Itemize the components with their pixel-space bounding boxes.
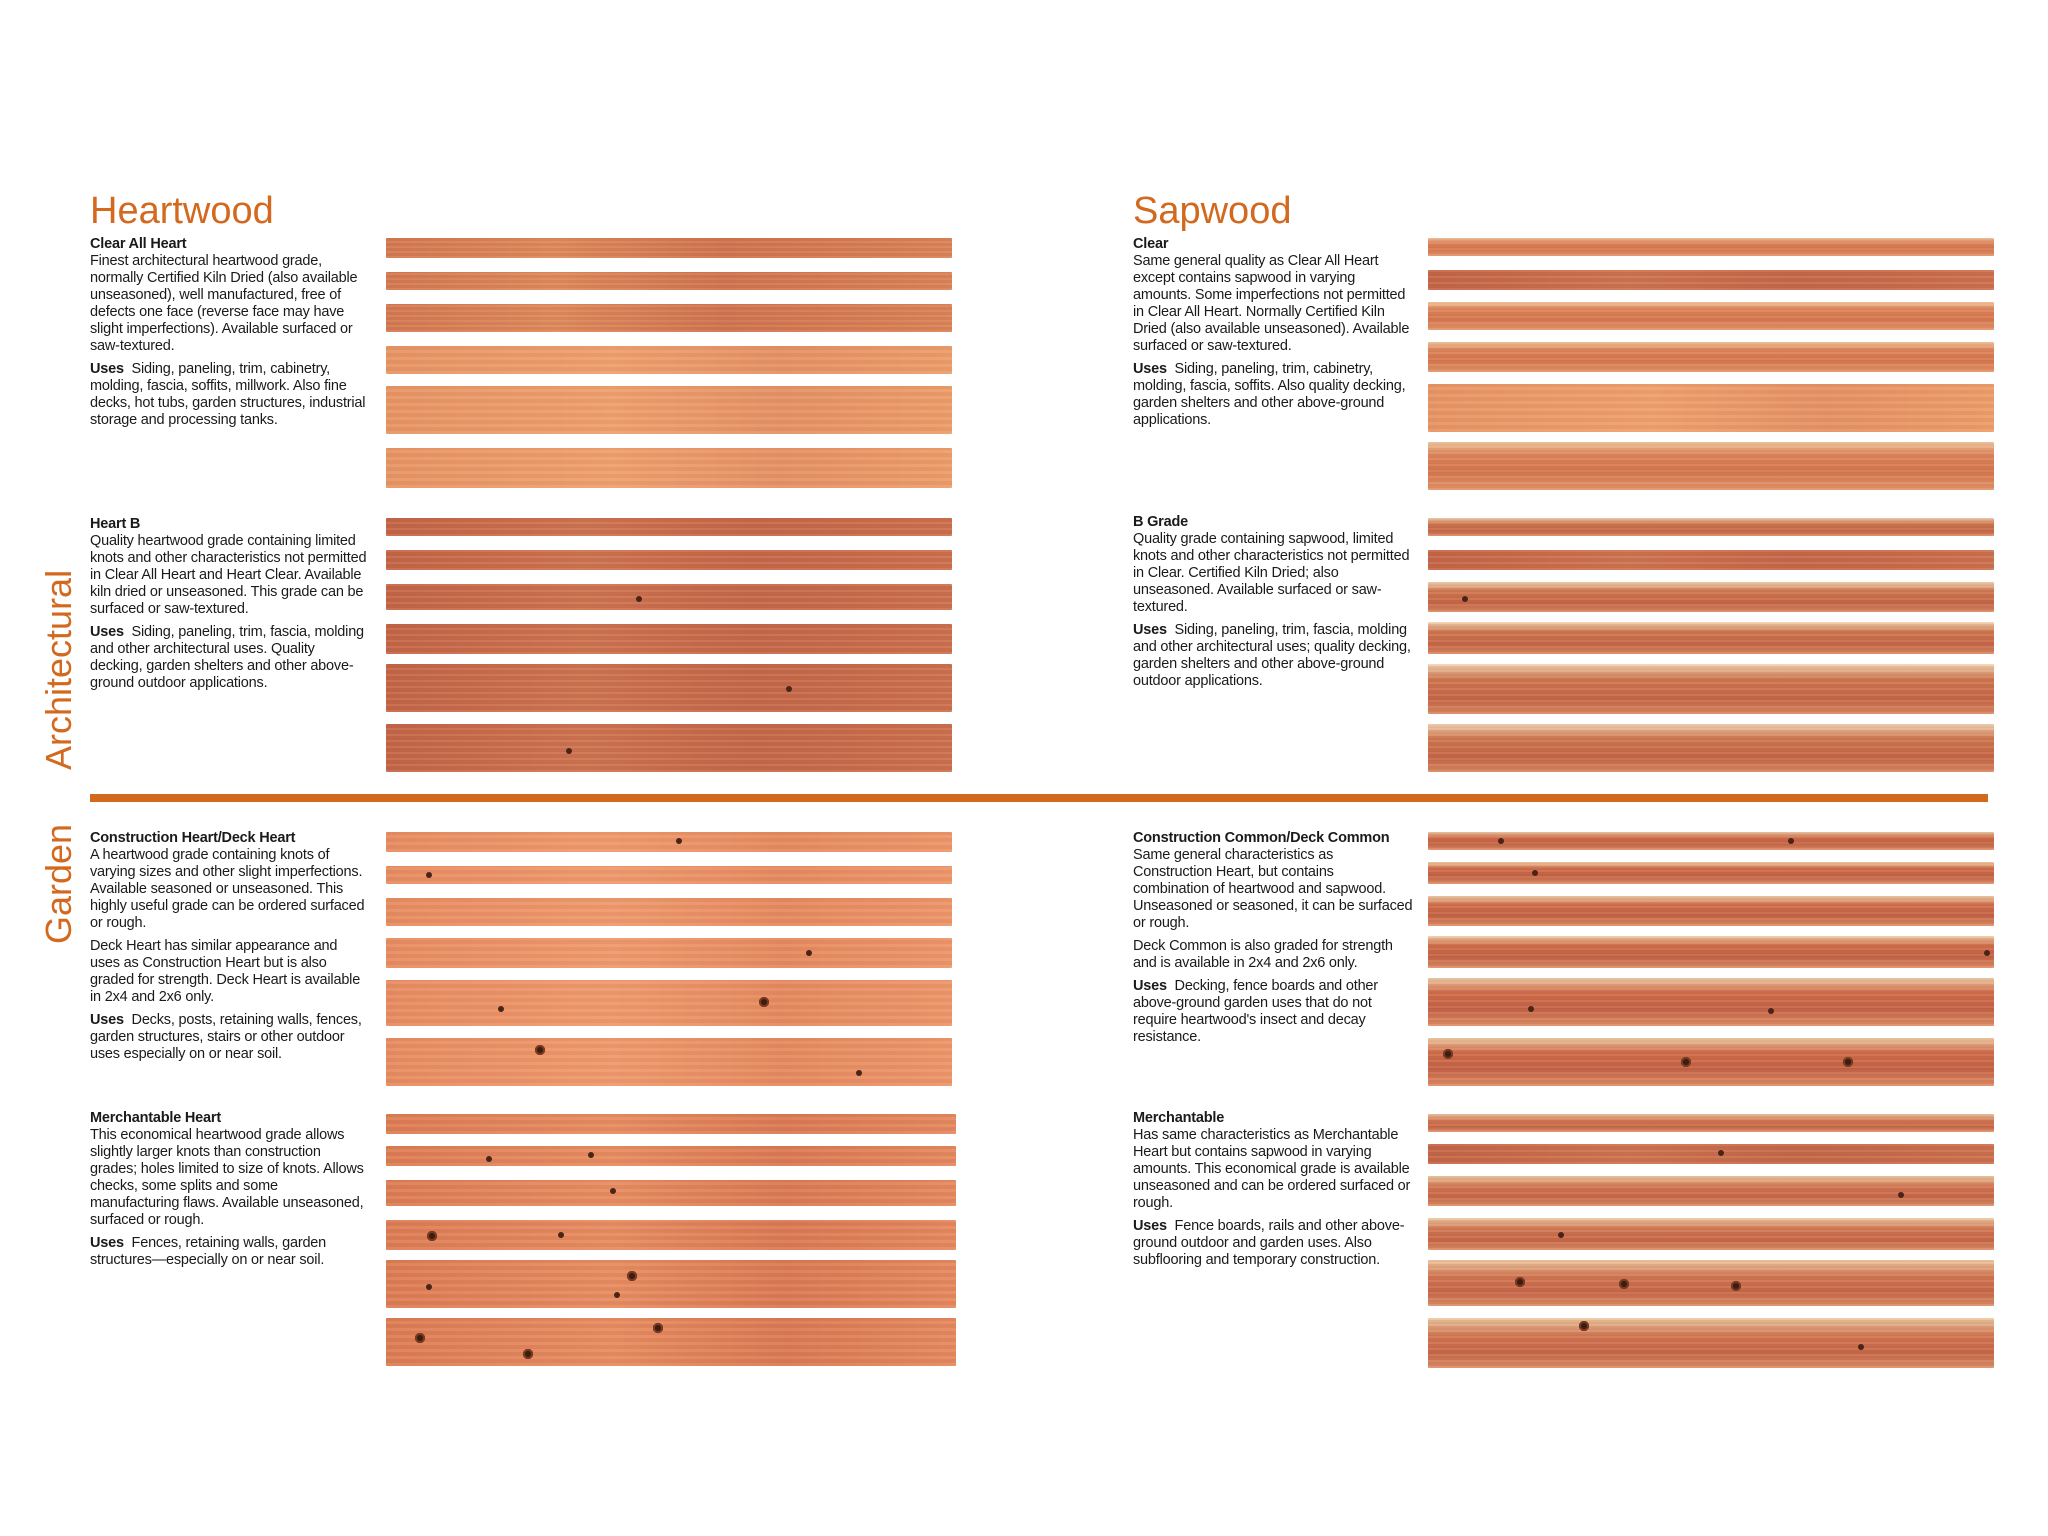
board-sample <box>386 584 952 610</box>
board-sample <box>1428 582 1994 612</box>
knot-mark <box>1462 596 1468 602</box>
board-sample <box>386 304 952 332</box>
boards-heart-b <box>386 518 952 772</box>
grade-merchantable <box>1133 1110 1413 1275</box>
knot-mark <box>1788 838 1794 844</box>
grade-construction-common <box>1133 830 1413 1052</box>
knot-mark <box>1984 950 1990 956</box>
board-sample <box>386 1146 956 1166</box>
board-sample <box>386 1180 956 1206</box>
board-sample <box>1428 832 1994 850</box>
uses-label: Uses <box>1133 978 1167 994</box>
knot-mark <box>1528 1006 1534 1012</box>
knot-mark <box>1578 1320 1590 1332</box>
board-sample <box>1428 664 1994 714</box>
board-sample <box>1428 1114 1994 1132</box>
uses-text: Siding, paneling, trim, fascia, molding and other architectural uses. Quality decking, garden shelters and other above-ground outdoor applications. <box>90 624 364 691</box>
boards-clear-all-heart <box>386 238 952 490</box>
grade-uses <box>90 624 370 692</box>
grade-name: Construction Heart/Deck Heart <box>90 830 296 846</box>
board-sample <box>386 1318 956 1366</box>
board-sample <box>386 550 952 570</box>
grade-description: Quality grade containing sapwood, limited knots and other characteristics not permitted in Clear. Certified Kiln Dried; also unseasoned. Available surfaced or saw-textured. <box>1133 531 1410 615</box>
board-sample <box>1428 302 1994 330</box>
knot-mark <box>626 1270 638 1282</box>
boards-construction-common <box>1428 832 1994 1086</box>
grade-construction-heart <box>90 830 370 1069</box>
board-sample <box>386 898 952 926</box>
boards-b-grade <box>1428 518 1994 772</box>
uses-text: Decking, fence boards and other above-ground garden uses that do not require heartwood's insect and decay resistance. <box>1133 978 1378 1045</box>
knot-mark <box>758 996 770 1008</box>
knot-mark <box>522 1348 534 1360</box>
board-sample <box>1428 622 1994 654</box>
board-sample <box>1428 1144 1994 1164</box>
knot-mark <box>1442 1048 1454 1060</box>
knot-mark <box>486 1156 492 1162</box>
uses-label: Uses <box>1133 361 1167 377</box>
knot-mark <box>426 1284 432 1290</box>
board-sample <box>386 724 952 772</box>
uses-text: Decks, posts, retaining walls, fences, garden structures, stairs or other outdoor uses especially on or near soil. <box>90 1012 362 1062</box>
knot-mark <box>1898 1192 1904 1198</box>
uses-label: Uses <box>90 1012 124 1028</box>
board-sample <box>386 386 952 434</box>
grade-description: Same general quality as Clear All Heart except contains sapwood in varying amounts. Some imperfections not permitted in Clear All Heart. Normally Certified Kiln Dried (also available unseasoned). Available surfaced or saw-textured. <box>1133 253 1410 354</box>
board-sample <box>1428 724 1994 772</box>
knot-mark <box>1514 1276 1526 1288</box>
board-sample <box>386 664 952 712</box>
board-sample <box>386 1114 956 1134</box>
knot-mark <box>1730 1280 1742 1292</box>
grade-description: Same general characteristics as Construction Heart, but contains combination of heartwood and sapwood. Unseasoned or seasoned, it can be surfaced or rough. <box>1133 847 1413 931</box>
knot-mark <box>636 596 642 602</box>
grade-name: Construction Common/Deck Common <box>1133 830 1390 846</box>
board-sample <box>386 1220 956 1250</box>
knot-mark <box>676 838 682 844</box>
knot-mark <box>1858 1344 1864 1350</box>
grade-name: Merchantable Heart <box>90 1110 221 1126</box>
section-divider <box>90 794 1988 802</box>
knot-mark <box>806 950 812 956</box>
knot-mark <box>566 748 572 754</box>
board-sample <box>1428 896 1994 926</box>
grade-heart-b <box>90 516 370 698</box>
board-sample <box>386 624 952 654</box>
board-sample <box>1428 384 1994 432</box>
uses-text: Siding, paneling, trim, cabinetry, molding, fascia, soffits. Also quality decking, garden shelters and other above-ground applications. <box>1133 361 1406 428</box>
grade-name: Heart B <box>90 516 141 532</box>
grade-uses <box>90 1012 370 1063</box>
board-sample <box>386 866 952 884</box>
knot-mark <box>534 1044 546 1056</box>
knot-mark <box>652 1322 664 1334</box>
knot-mark <box>1532 870 1538 876</box>
board-sample <box>1428 978 1994 1026</box>
grade-uses <box>1133 978 1413 1046</box>
board-sample <box>386 238 952 258</box>
uses-label: Uses <box>90 624 124 640</box>
knot-mark <box>426 872 432 878</box>
knot-mark <box>610 1188 616 1194</box>
sapwood-title: Sapwood <box>1133 190 1292 232</box>
board-sample <box>386 518 952 536</box>
architectural-label: Architectural <box>38 569 79 770</box>
board-sample <box>1428 1038 1994 1086</box>
uses-label: Uses <box>90 361 124 377</box>
grade-description: Has same characteristics as Merchantable Heart but contains sapwood in varying amounts. This economical grade is available unseasoned and can be ordered surfaced or rough. <box>1133 1127 1411 1211</box>
knot-mark <box>1768 1008 1774 1014</box>
knot-mark <box>614 1292 620 1298</box>
board-sample <box>386 1260 956 1308</box>
uses-label: Uses <box>90 1235 124 1251</box>
board-sample <box>1428 442 1994 490</box>
board-sample <box>386 272 952 290</box>
uses-text: Fence boards, rails and other above-ground outdoor and garden uses. Also subflooring and temporary construction. <box>1133 1218 1405 1268</box>
grade-description-2: Deck Common is also graded for strength and is available in 2x4 and 2x6 only. <box>1133 938 1393 971</box>
grade-name: Merchantable <box>1133 1110 1225 1126</box>
garden-label: Garden <box>38 823 79 944</box>
board-sample <box>1428 862 1994 884</box>
knot-mark <box>1680 1056 1692 1068</box>
heartwood-title: Heartwood <box>90 190 274 232</box>
grade-description: Finest architectural heartwood grade, normally Certified Kiln Dried (also available unseasoned), well manufactured, free of defects one face (reverse face may have slight imperfections). Available surfaced or saw-textured. <box>90 253 358 354</box>
grade-uses <box>90 361 370 429</box>
grade-name: Clear <box>1133 236 1169 252</box>
board-sample <box>386 1038 952 1086</box>
knot-mark <box>856 1070 862 1076</box>
knot-mark <box>588 1152 594 1158</box>
boards-clear <box>1428 238 1994 490</box>
grade-uses <box>1133 622 1413 690</box>
board-sample <box>1428 936 1994 968</box>
knot-mark <box>414 1332 426 1344</box>
board-sample <box>386 346 952 374</box>
board-sample <box>386 980 952 1026</box>
board-sample <box>1428 270 1994 290</box>
knot-mark <box>1618 1278 1630 1290</box>
grade-name: Clear All Heart <box>90 236 187 252</box>
knot-mark <box>558 1232 564 1238</box>
board-sample <box>1428 1260 1994 1306</box>
knot-mark <box>1718 1150 1724 1156</box>
board-sample <box>1428 518 1994 536</box>
grade-uses <box>90 1235 370 1269</box>
board-sample <box>1428 342 1994 372</box>
uses-text: Siding, paneling, trim, cabinetry, molding, fascia, soffits, millwork. Also fine decks, hot tubs, garden structures, industrial storage and processing tanks. <box>90 361 366 428</box>
board-sample <box>1428 1176 1994 1206</box>
uses-text: Fences, retaining walls, garden structures—especially on or near soil. <box>90 1235 327 1268</box>
grade-uses <box>1133 361 1413 429</box>
grade-clear <box>1133 236 1413 435</box>
knot-mark <box>786 686 792 692</box>
grade-description: A heartwood grade containing knots of varying sizes and other slight imperfections. Available seasoned or unseasoned. This highly useful grade can be ordered surfaced or rough. <box>90 847 365 931</box>
board-sample <box>1428 1218 1994 1250</box>
grade-name: B Grade <box>1133 514 1189 530</box>
grade-clear-all-heart <box>90 236 370 435</box>
grade-description: This economical heartwood grade allows slightly larger knots than construction grades; holes limited to size of knots. Allows checks, some splits and some manufacturing flaws. Available unseasoned, surfaced or rough. <box>90 1127 364 1228</box>
grade-description-2: Deck Heart has similar appearance and uses as Construction Heart but is also graded for strength. Deck Heart is available in 2x4 and 2x6 only. <box>90 938 361 1005</box>
knot-mark <box>426 1230 438 1242</box>
board-sample <box>1428 550 1994 570</box>
boards-merchantable <box>1428 1114 1994 1368</box>
knot-mark <box>1558 1232 1564 1238</box>
knot-mark <box>1842 1056 1854 1068</box>
boards-merchantable-heart <box>386 1114 956 1368</box>
knot-mark <box>1498 838 1504 844</box>
board-sample <box>386 938 952 968</box>
grade-merchantable-heart <box>90 1110 370 1275</box>
board-sample <box>386 448 952 488</box>
knot-mark <box>498 1006 504 1012</box>
board-sample <box>1428 238 1994 256</box>
grade-b-grade <box>1133 514 1413 696</box>
grade-uses <box>1133 1218 1413 1269</box>
uses-label: Uses <box>1133 1218 1167 1234</box>
board-sample <box>1428 1318 1994 1368</box>
grade-description: Quality heartwood grade containing limited knots and other characteristics not permitted in Clear All Heart and Heart Clear. Available kiln dried or unseasoned. This grade can be surfaced or saw-textured. <box>90 533 367 617</box>
uses-text: Siding, paneling, trim, fascia, molding and other architectural uses; quality decking, garden shelters and other above-ground outdoor applications. <box>1133 622 1411 689</box>
uses-label: Uses <box>1133 622 1167 638</box>
boards-construction-heart <box>386 832 952 1086</box>
board-sample <box>386 832 952 852</box>
